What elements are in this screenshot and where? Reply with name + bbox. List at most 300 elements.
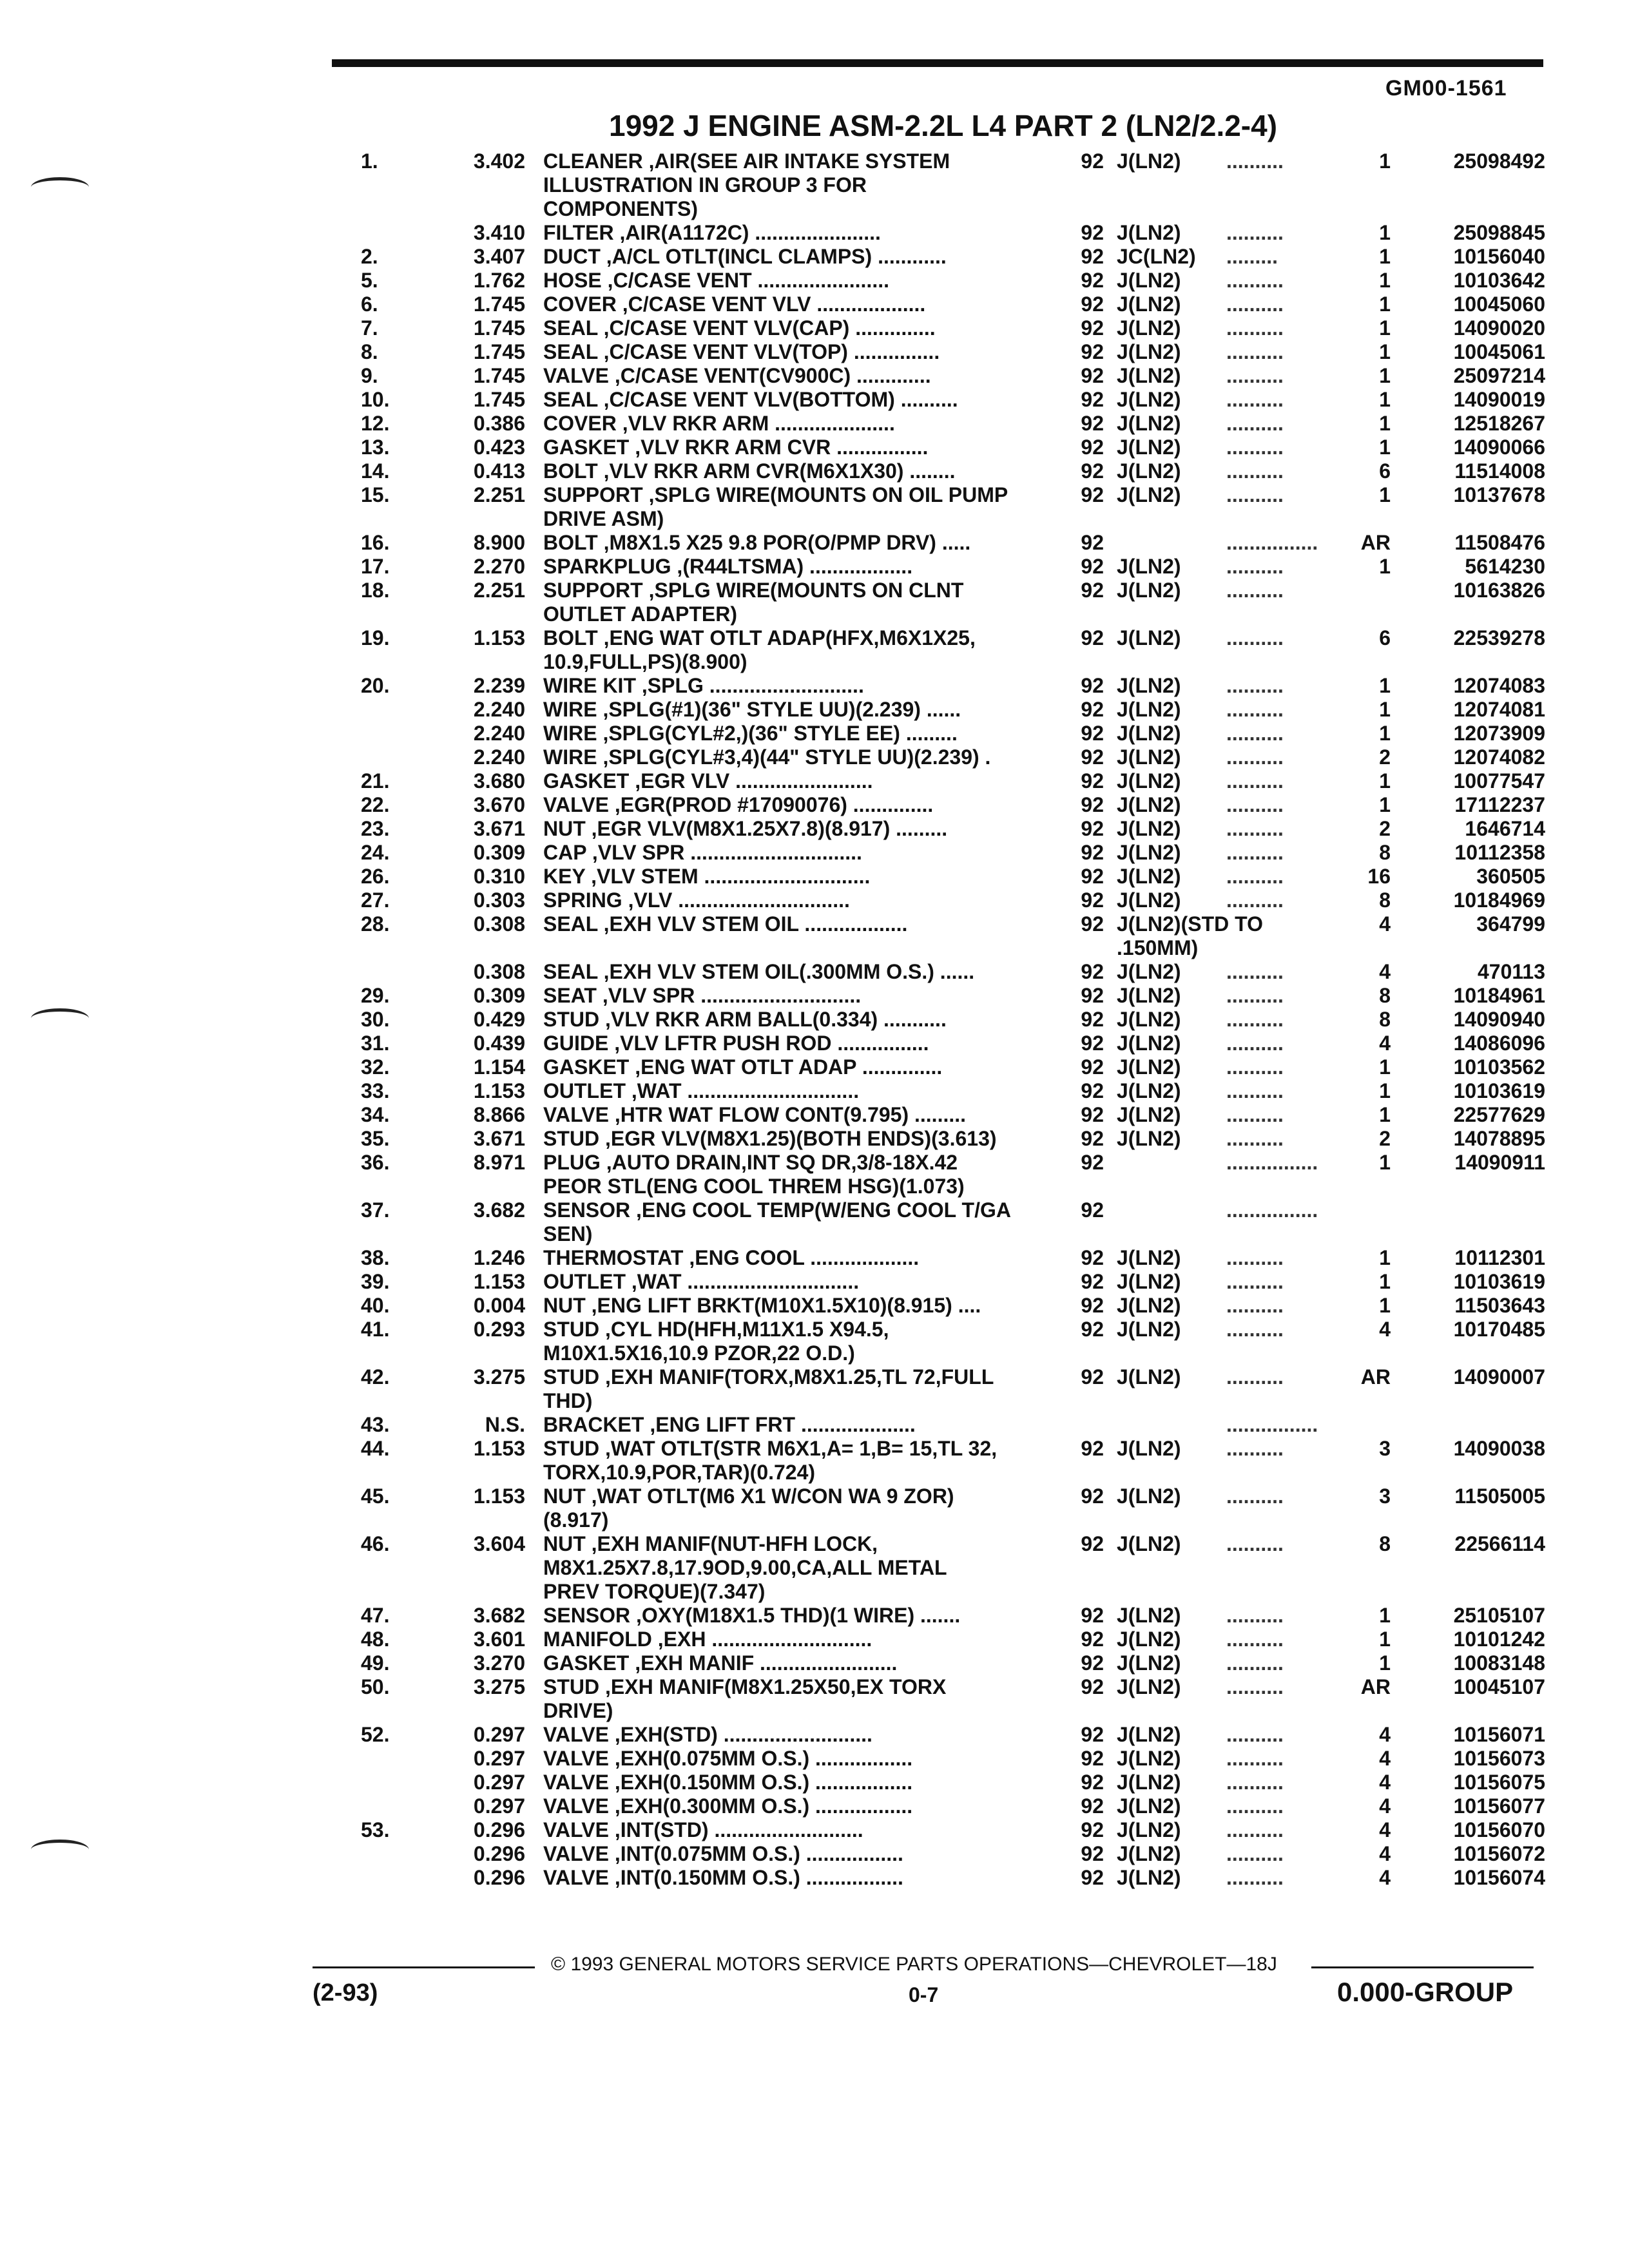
illustration-ref: 0.296 — [473, 1842, 525, 1865]
part-description: VALVE ,C/CASE VENT(CV900C) ............. — [543, 364, 931, 387]
quantity: 1 — [1379, 1103, 1391, 1126]
part-description: TORX,10.9,POR,TAR)(0.724) — [543, 1461, 816, 1484]
part-description: SEAL ,C/CASE VENT VLV(BOTTOM) .......... — [543, 388, 958, 411]
parts-row — [361, 1008, 1547, 1032]
part-number: 10184961 — [1453, 984, 1545, 1007]
parts-row — [361, 1294, 1547, 1318]
illustration-ref: 0.297 — [473, 1794, 525, 1818]
application: J(LN2) — [1117, 1318, 1181, 1341]
parts-row — [361, 841, 1547, 865]
model-year: 92 — [1081, 483, 1104, 506]
application: J(LN2) — [1117, 698, 1181, 721]
illustration-ref: 0.296 — [473, 1818, 525, 1841]
illustration-ref: 2.240 — [473, 698, 525, 721]
item-number: 44. — [361, 1437, 390, 1460]
model-year: 92 — [1081, 889, 1104, 912]
item-number: 46. — [361, 1532, 390, 1555]
illustration-ref: 0.297 — [473, 1747, 525, 1770]
part-description: VALVE ,EGR(PROD #17090076) .............. — [543, 793, 934, 816]
parts-row — [361, 555, 1547, 579]
item-number: 17. — [361, 555, 390, 578]
quantity: 2 — [1379, 745, 1391, 769]
illustration-ref: 3.671 — [473, 817, 525, 840]
parts-row — [361, 1842, 1547, 1866]
item-number: 37. — [361, 1198, 390, 1222]
item-number: 2. — [361, 245, 378, 268]
model-year: 92 — [1081, 817, 1104, 840]
model-year: 92 — [1081, 1365, 1104, 1389]
quantity: 1 — [1379, 698, 1391, 721]
parts-row — [361, 1198, 1547, 1222]
parts-row — [361, 436, 1547, 459]
part-number: 10156072 — [1453, 1842, 1545, 1865]
part-description: THERMOSTAT ,ENG COOL ................... — [543, 1246, 920, 1269]
parts-row — [361, 912, 1547, 936]
part-number: 11505005 — [1454, 1485, 1545, 1508]
leader-dots: ......... — [1226, 245, 1278, 268]
parts-row — [361, 1127, 1547, 1151]
parts-row — [361, 1628, 1547, 1651]
part-number: 25097214 — [1453, 364, 1545, 387]
model-year: 92 — [1081, 745, 1104, 769]
application: J(LN2) — [1117, 149, 1181, 173]
quantity: 1 — [1379, 269, 1391, 292]
model-year: 92 — [1081, 340, 1104, 363]
model-year: 92 — [1081, 1604, 1104, 1627]
application: J(LN2) — [1117, 1008, 1181, 1031]
parts-row — [361, 1365, 1547, 1389]
illustration-ref: 0.296 — [473, 1866, 525, 1889]
leader-dots: .......... — [1226, 865, 1284, 888]
parts-row — [361, 1747, 1547, 1771]
part-description: SEAL ,C/CASE VENT VLV(TOP) ............... — [543, 340, 940, 363]
part-description: STUD ,WAT OTLT(STR M6X1,A= 1,B= 15,TL 32, — [543, 1437, 998, 1460]
part-description: STUD ,EXH MANIF(M8X1.25X50,EX TORX — [543, 1675, 947, 1698]
part-number: 25098845 — [1453, 221, 1545, 244]
illustration-ref: 0.309 — [473, 984, 525, 1007]
part-number: 10103562 — [1453, 1055, 1545, 1079]
parts-row — [361, 412, 1547, 436]
part-description: VALVE ,EXH(0.300MM O.S.) ................. — [543, 1794, 913, 1818]
item-number: 20. — [361, 674, 390, 697]
part-number: 22539278 — [1453, 626, 1545, 649]
leader-dots: .......... — [1226, 1127, 1284, 1150]
leader-dots: .......... — [1226, 436, 1284, 459]
item-number: 1. — [361, 149, 378, 173]
part-description: SPRING ,VLV .............................. — [543, 889, 850, 912]
model-year: 92 — [1081, 221, 1104, 244]
part-number: 14090038 — [1453, 1437, 1545, 1460]
part-description: THD) — [543, 1389, 593, 1412]
parts-row — [361, 459, 1547, 483]
part-description: (8.917) — [543, 1508, 609, 1532]
application: J(LN2) — [1117, 1294, 1181, 1317]
parts-row — [361, 793, 1547, 817]
part-description: OUTLET ,WAT .............................. — [543, 1079, 860, 1102]
illustration-ref: 1.745 — [473, 364, 525, 387]
leader-dots: .......... — [1226, 293, 1284, 316]
application: J(LN2) — [1117, 1675, 1181, 1698]
illustration-ref: 1.153 — [473, 1485, 525, 1508]
application: J(LN2) — [1117, 436, 1181, 459]
parts-row — [361, 984, 1547, 1008]
application: J(LN2) — [1117, 1532, 1181, 1555]
part-number: 12074083 — [1453, 674, 1545, 697]
illustration-ref: 3.275 — [473, 1675, 525, 1698]
model-year: 92 — [1081, 1675, 1104, 1698]
part-number: 10045061 — [1453, 340, 1545, 363]
illustration-ref: 1.154 — [473, 1055, 525, 1079]
quantity: 1 — [1379, 483, 1391, 506]
parts-row — [361, 364, 1547, 388]
model-year: 92 — [1081, 1127, 1104, 1150]
part-description: SENSOR ,ENG COOL TEMP(W/ENG COOL T/GA — [543, 1198, 1011, 1222]
part-description: 10.9,FULL,PS)(8.900) — [543, 650, 747, 673]
model-year: 92 — [1081, 1651, 1104, 1675]
illustration-ref: 3.402 — [473, 149, 525, 173]
illustration-ref: 2.240 — [473, 722, 525, 745]
item-number: 32. — [361, 1055, 390, 1079]
illustration-ref: 3.407 — [473, 245, 525, 268]
item-number: 38. — [361, 1246, 390, 1269]
margin-punch-mark — [31, 1008, 89, 1028]
application: J(LN2) — [1117, 1842, 1181, 1865]
illustration-ref: N.S. — [485, 1413, 525, 1436]
part-description: SPARKPLUG ,(R44LTSMA) .................. — [543, 555, 913, 578]
parts-row — [361, 1651, 1547, 1675]
part-number: 10163826 — [1453, 579, 1545, 602]
part-number: 14090019 — [1453, 388, 1545, 411]
illustration-ref: 0.439 — [473, 1032, 525, 1055]
item-number: 21. — [361, 769, 390, 793]
parts-row — [361, 722, 1547, 745]
leader-dots: .......... — [1226, 1866, 1284, 1889]
model-year: 92 — [1081, 769, 1104, 793]
model-year: 92 — [1081, 1198, 1104, 1222]
model-year: 92 — [1081, 1747, 1104, 1770]
quantity: 1 — [1379, 340, 1391, 363]
quantity: 3 — [1379, 1485, 1391, 1508]
part-description: BOLT ,VLV RKR ARM CVR(M6X1X30) ........ — [543, 459, 956, 483]
application: J(LN2) — [1117, 1365, 1181, 1389]
application: J(LN2) — [1117, 984, 1181, 1007]
quantity: 4 — [1379, 960, 1391, 983]
leader-dots: .......... — [1226, 1818, 1284, 1841]
model-year: 92 — [1081, 1771, 1104, 1794]
application: J(LN2) — [1117, 221, 1181, 244]
part-description: COMPONENTS) — [543, 197, 698, 220]
part-description: VALVE ,EXH(0.075MM O.S.) ................. — [543, 1747, 913, 1770]
model-year: 92 — [1081, 912, 1104, 936]
part-number: 12074082 — [1453, 745, 1545, 769]
quantity: 1 — [1379, 1651, 1391, 1675]
part-description: MANIFOLD ,EXH ............................ — [543, 1628, 872, 1651]
application: J(LN2) — [1117, 269, 1181, 292]
part-description: HOSE ,C/CASE VENT ....................... — [543, 269, 889, 292]
illustration-ref: 1.762 — [473, 269, 525, 292]
part-number: 14090911 — [1454, 1151, 1545, 1174]
application: .150MM) — [1117, 936, 1199, 959]
part-number: 1646714 — [1465, 817, 1545, 840]
illustration-ref: 0.297 — [473, 1771, 525, 1794]
illustration-ref: 1.745 — [473, 388, 525, 411]
illustration-ref: 1.745 — [473, 340, 525, 363]
leader-dots: .......... — [1226, 745, 1284, 769]
quantity: 1 — [1379, 436, 1391, 459]
leader-dots: .......... — [1226, 1437, 1284, 1460]
illustration-ref: 3.275 — [473, 1365, 525, 1389]
parts-row — [361, 1175, 1547, 1198]
leader-dots: .......... — [1226, 1246, 1284, 1269]
part-description: DUCT ,A/CL OTLT(INCL CLAMPS) ............ — [543, 245, 947, 268]
application: J(LN2) — [1117, 1771, 1181, 1794]
application: J(LN2) — [1117, 1818, 1181, 1841]
item-number: 12. — [361, 412, 390, 435]
illustration-ref: 1.153 — [473, 626, 525, 649]
application: J(LN2) — [1117, 1127, 1181, 1150]
illustration-ref: 1.745 — [473, 293, 525, 316]
illustration-ref: 2.240 — [473, 745, 525, 769]
item-number: 47. — [361, 1604, 390, 1627]
quantity: 1 — [1379, 793, 1391, 816]
item-number: 6. — [361, 293, 378, 316]
part-description: DRIVE ASM) — [543, 507, 664, 530]
leader-dots: .......... — [1226, 364, 1284, 387]
part-description: CAP ,VLV SPR .............................. — [543, 841, 862, 864]
item-number: 48. — [361, 1628, 390, 1651]
model-year: 92 — [1081, 1055, 1104, 1079]
illustration-ref: 8.900 — [473, 531, 525, 554]
footer-rule — [1311, 1966, 1534, 1968]
parts-row — [361, 507, 1547, 531]
footer-rule — [313, 1966, 535, 1968]
application: J(LN2) — [1117, 293, 1181, 316]
top-rule — [332, 59, 1543, 67]
quantity: AR — [1360, 1365, 1391, 1389]
parts-row — [361, 960, 1547, 984]
part-number: 10137678 — [1453, 483, 1545, 506]
model-year: 92 — [1081, 1485, 1104, 1508]
leader-dots: .......... — [1226, 1365, 1284, 1389]
illustration-ref: 1.246 — [473, 1246, 525, 1269]
application: J(LN2) — [1117, 388, 1181, 411]
model-year: 92 — [1081, 1818, 1104, 1841]
model-year: 92 — [1081, 722, 1104, 745]
leader-dots: .......... — [1226, 149, 1284, 173]
illustration-ref: 0.303 — [473, 889, 525, 912]
application: J(LN2) — [1117, 745, 1181, 769]
model-year: 92 — [1081, 674, 1104, 697]
application: J(LN2) — [1117, 1604, 1181, 1627]
item-number: 19. — [361, 626, 390, 649]
part-description: VALVE ,INT(0.075MM O.S.) ................. — [543, 1842, 903, 1865]
part-number: 10156071 — [1453, 1723, 1545, 1746]
item-number: 35. — [361, 1127, 390, 1150]
application: J(LN2) — [1117, 1651, 1181, 1675]
illustration-ref: 1.153 — [473, 1079, 525, 1102]
leader-dots: .......... — [1226, 1318, 1284, 1341]
quantity: 1 — [1379, 555, 1391, 578]
application: J(LN2) — [1117, 555, 1181, 578]
part-description: VALVE ,INT(STD) .......................... — [543, 1818, 863, 1841]
leader-dots: .......... — [1226, 960, 1284, 983]
leader-dots: .......... — [1226, 1103, 1284, 1126]
item-number: 24. — [361, 841, 390, 864]
part-number: 470113 — [1477, 960, 1545, 983]
application: J(LN2)(STD TO — [1117, 912, 1263, 936]
leader-dots: ................ — [1226, 531, 1318, 554]
part-number: 10103619 — [1453, 1079, 1545, 1102]
quantity: 1 — [1379, 1055, 1391, 1079]
part-description: GUIDE ,VLV LFTR PUSH ROD ................ — [543, 1032, 929, 1055]
model-year: 92 — [1081, 1794, 1104, 1818]
parts-row — [361, 1818, 1547, 1842]
parts-row — [361, 889, 1547, 912]
item-number: 23. — [361, 817, 390, 840]
illustration-ref: 0.308 — [473, 912, 525, 936]
model-year: 92 — [1081, 555, 1104, 578]
leader-dots: .......... — [1226, 984, 1284, 1007]
part-description: VALVE ,EXH(STD) .......................... — [543, 1723, 872, 1746]
part-description: STUD ,CYL HD(HFH,M11X1.5 X94.5, — [543, 1318, 889, 1341]
item-number: 45. — [361, 1485, 390, 1508]
parts-row — [361, 1055, 1547, 1079]
part-number: 10184969 — [1453, 889, 1545, 912]
quantity: 4 — [1379, 1747, 1391, 1770]
parts-row — [361, 698, 1547, 722]
illustration-ref: 1.153 — [473, 1437, 525, 1460]
part-description: WIRE ,SPLG(#1)(36" STYLE UU)(2.239) ...... — [543, 698, 961, 721]
item-number: 9. — [361, 364, 378, 387]
item-number: 29. — [361, 984, 390, 1007]
item-number: 5. — [361, 269, 378, 292]
item-number: 7. — [361, 316, 378, 340]
leader-dots: .......... — [1226, 388, 1284, 411]
leader-dots: .......... — [1226, 412, 1284, 435]
illustration-ref: 3.410 — [473, 221, 525, 244]
illustration-ref: 0.386 — [473, 412, 525, 435]
part-number: 10156073 — [1453, 1747, 1545, 1770]
leader-dots: .......... — [1226, 769, 1284, 793]
part-description: GASKET ,VLV RKR ARM CVR ................ — [543, 436, 929, 459]
quantity: 4 — [1379, 1771, 1391, 1794]
part-description: OUTLET ADAPTER) — [543, 602, 738, 626]
illustration-ref: 0.004 — [473, 1294, 525, 1317]
leader-dots: .......... — [1226, 1604, 1284, 1627]
part-number: 22566114 — [1454, 1532, 1545, 1555]
part-number: 10112301 — [1454, 1246, 1545, 1269]
application: JC(LN2) — [1117, 245, 1196, 268]
leader-dots: .......... — [1226, 1794, 1284, 1818]
model-year: 92 — [1081, 364, 1104, 387]
part-description: SUPPORT ,SPLG WIRE(MOUNTS ON OIL PUMP — [543, 483, 1008, 506]
margin-punch-mark — [31, 177, 89, 197]
application: J(LN2) — [1117, 769, 1181, 793]
illustration-ref: 2.251 — [473, 579, 525, 602]
leader-dots: .......... — [1226, 1747, 1284, 1770]
part-description: SEAL ,EXH VLV STEM OIL(.300MM O.S.) ...... — [543, 960, 975, 983]
part-number: 14086096 — [1453, 1032, 1545, 1055]
quantity: 1 — [1379, 149, 1391, 173]
application: J(LN2) — [1117, 1747, 1181, 1770]
application: J(LN2) — [1117, 817, 1181, 840]
model-year: 92 — [1081, 149, 1104, 173]
illustration-ref: 0.423 — [473, 436, 525, 459]
part-number: 14090007 — [1453, 1365, 1545, 1389]
part-number: 10156074 — [1453, 1866, 1545, 1889]
quantity: 1 — [1379, 364, 1391, 387]
model-year: 92 — [1081, 269, 1104, 292]
model-year: 92 — [1081, 1437, 1104, 1460]
leader-dots: .......... — [1226, 674, 1284, 697]
parts-row — [361, 579, 1547, 602]
illustration-ref: 2.239 — [473, 674, 525, 697]
quantity: 1 — [1379, 1604, 1391, 1627]
part-description: COVER ,VLV RKR ARM ..................... — [543, 412, 895, 435]
model-year: 92 — [1081, 1318, 1104, 1341]
part-description: KEY ,VLV STEM ............................. — [543, 865, 871, 888]
parts-row — [361, 745, 1547, 769]
model-year: 92 — [1081, 245, 1104, 268]
parts-row — [361, 1079, 1547, 1103]
quantity: 1 — [1379, 1270, 1391, 1293]
illustration-ref: 0.310 — [473, 865, 525, 888]
illustration-ref: 3.671 — [473, 1127, 525, 1150]
parts-row — [361, 1866, 1547, 1890]
part-number: 17112237 — [1454, 793, 1545, 816]
parts-row — [361, 1556, 1547, 1580]
leader-dots: ................ — [1226, 1198, 1318, 1222]
parts-row — [361, 1222, 1547, 1246]
part-description: WIRE ,SPLG(CYL#2,)(36" STYLE EE) ......... — [543, 722, 958, 745]
part-description: STUD ,EXH MANIF(TORX,M8X1.25,TL 72,FULL — [543, 1365, 994, 1389]
model-year: 92 — [1081, 698, 1104, 721]
parts-row — [361, 674, 1547, 698]
part-description: CLEANER ,AIR(SEE AIR INTAKE SYSTEM — [543, 149, 950, 173]
quantity: AR — [1360, 531, 1391, 554]
model-year: 92 — [1081, 1723, 1104, 1746]
quantity: 1 — [1379, 1151, 1391, 1174]
quantity: 8 — [1379, 889, 1391, 912]
application: J(LN2) — [1117, 674, 1181, 697]
item-number: 41. — [361, 1318, 390, 1341]
leader-dots: .......... — [1226, 483, 1284, 506]
item-number: 49. — [361, 1651, 390, 1675]
illustration-ref: 0.308 — [473, 960, 525, 983]
part-number: 10077547 — [1453, 769, 1545, 793]
parts-row — [361, 1103, 1547, 1127]
part-description: BRACKET ,ENG LIFT FRT .................... — [543, 1413, 916, 1436]
model-year: 92 — [1081, 1628, 1104, 1651]
leader-dots: .......... — [1226, 1485, 1284, 1508]
part-description: VALVE ,INT(0.150MM O.S.) ................. — [543, 1866, 903, 1889]
item-number: 36. — [361, 1151, 390, 1174]
part-number: 11514008 — [1454, 459, 1545, 483]
item-number: 33. — [361, 1079, 390, 1102]
part-number: 14090020 — [1453, 316, 1545, 340]
part-number: 10101242 — [1453, 1628, 1545, 1651]
item-number: 30. — [361, 1008, 390, 1031]
parts-row — [361, 1461, 1547, 1485]
model-year: 92 — [1081, 793, 1104, 816]
illustration-ref: 8.971 — [473, 1151, 525, 1174]
illustration-ref: 0.293 — [473, 1318, 525, 1341]
application: J(LN2) — [1117, 1723, 1181, 1746]
part-description: NUT ,ENG LIFT BRKT(M10X1.5X10)(8.915) .... — [543, 1294, 981, 1317]
group-label: 0.000-GROUP — [1337, 1977, 1514, 2007]
part-number: 10103619 — [1453, 1270, 1545, 1293]
parts-row — [361, 650, 1547, 674]
